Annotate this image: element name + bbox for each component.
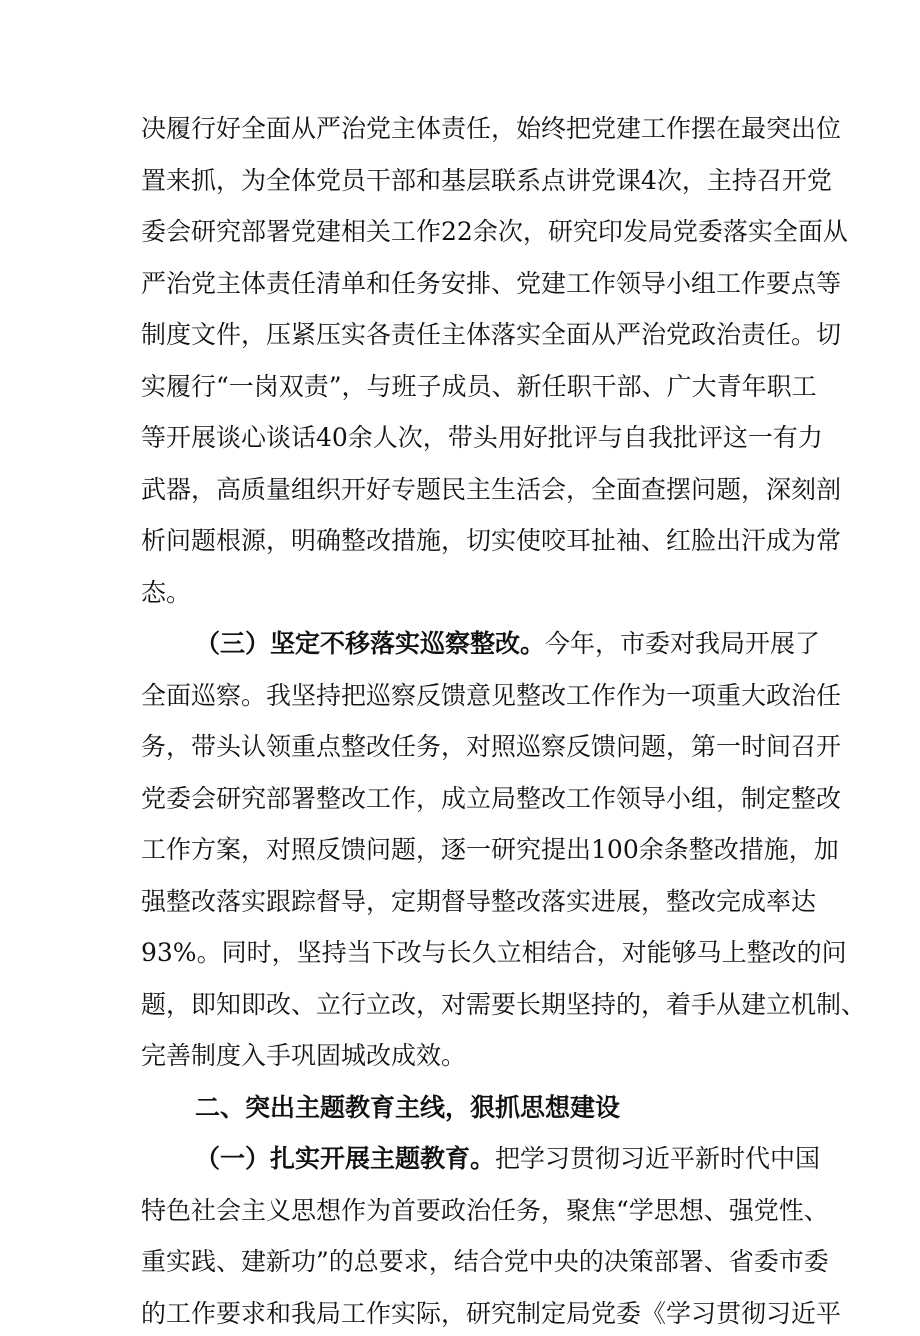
paragraph-line: 完善制度入手巩固城改成效。: [141, 1041, 467, 1070]
paragraph-line: 析问题根源，明确整改措施，切实使咬耳扯袖、红脸出汗成为常: [141, 526, 842, 555]
paragraph-first-line: [195, 622, 821, 666]
paragraph-line: 务，带头认领重点整改任务，对照巡察反馈问题，第一时间召开: [141, 732, 842, 761]
paragraph-line: 93%。同时，坚持当下改与长久立相结合，对能够马上整改的问: [141, 938, 847, 967]
paragraph-line: 武器，高质量组织开好专题民主生活会，全面查摆问题，深刻剖: [141, 475, 842, 504]
paragraph-line: 严治党主体责任清单和任务安排、党建工作领导小组工作要点等: [141, 269, 842, 298]
section-title: 二、突出主题教育主线，狠抓思想建设: [195, 1093, 621, 1122]
subsection-heading: （三）坚定不移落实巡察整改。: [195, 629, 546, 658]
paragraph-first-line: [195, 1137, 821, 1181]
paragraph-line: 态。: [141, 578, 192, 607]
paragraph-line: 题，即知即改、立行立改，对需要长期坚持的，着手从建立机制、: [141, 990, 867, 1019]
paragraph-line: 委会研究部署党建相关工作22余次，研究印发局党委落实全面从: [141, 217, 848, 246]
paragraph-line: 置来抓，为全体党员干部和基层联系点讲党课4次，主持召开党: [141, 166, 832, 195]
paragraph-line: 全面巡察。我坚持把巡察反馈意见整改工作作为一项重大政治任: [141, 681, 842, 710]
paragraph-line: 重实践、建新功”的总要求，结合党中央的决策部署、省委市委: [141, 1247, 829, 1276]
paragraph-line: 党委会研究部署整改工作，成立局整改工作领导小组，制定整改: [141, 784, 842, 813]
paragraph-text: 今年，市委对我局开展了: [545, 629, 821, 658]
paragraph-line: 决履行好全面从严治党主体责任，始终把党建工作摆在最突出位: [141, 114, 842, 143]
subsection-heading: （一）扎实开展主题教育。: [195, 1144, 496, 1173]
paragraph-line: 制度文件，压紧压实各责任主体落实全面从严治党政治责任。切: [141, 320, 842, 349]
paragraph-line: 工作方案，对照反馈问题，逐一研究提出100余条整改措施，加: [141, 835, 839, 864]
paragraph-line: 强整改落实跟踪督导，定期督导整改落实进展，整改完成率达: [141, 887, 817, 916]
paragraph-text: 把学习贯彻习近平新时代中国: [495, 1144, 821, 1173]
paragraph-line: 实履行“一岗双责”，与班子成员、新任职干部、广大青年职工: [141, 372, 817, 401]
paragraph-line: 的工作要求和我局工作实际，研究制定局党委《学习贯彻习近平: [141, 1299, 842, 1328]
paragraph-line: 特色社会主义思想作为首要政治任务，聚焦“学思想、强党性、: [141, 1196, 829, 1225]
paragraph-line: 等开展谈心谈话40余人次，带头用好批评与自我批评这一有力: [141, 423, 823, 452]
